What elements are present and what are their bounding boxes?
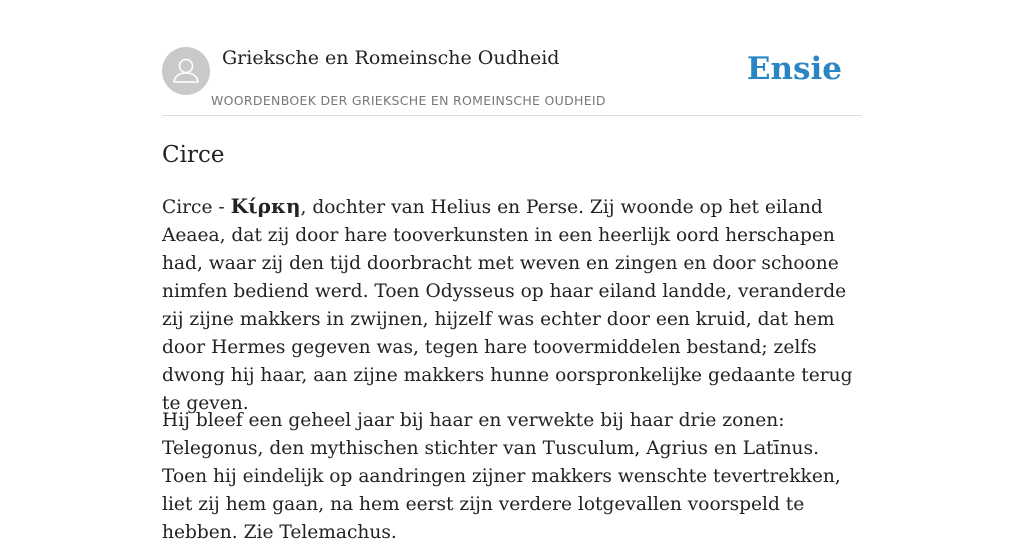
entry-title: Circe <box>162 142 225 168</box>
greek-name: Κίρκη <box>230 194 301 218</box>
dictionary-title[interactable]: Grieksche en Romeinsche Oudheid <box>222 47 560 69</box>
entry-paragraph-1 <box>162 192 862 418</box>
user-icon-graphic <box>162 47 210 95</box>
dictionary-subtitle: WOORDENBOEK DER GRIEKSCHE EN ROMEINSCHE OUDHEID <box>211 93 606 108</box>
entry-paragraph-2: Hij bleef een geheel jaar bij haar en verwekte bij haar drie zonen: Telegonus, den mythischen stichter van Tusculum, Agrius en Latīnus. Toen hij eindelijk op aandringen zijner makkers wenschte tevertrekken, liet zij hem gaan, na hem eerst zijn verdere lotgevallen voorspeld te hebben. Zie Telemachus. <box>162 410 841 543</box>
ensie-logo[interactable]: Ensie <box>746 51 842 87</box>
entry-lead: Circe - <box>162 197 231 218</box>
page-content <box>162 0 862 543</box>
dictionary-header <box>162 0 862 116</box>
entry-paragraph-1-body: , dochter van Helius en Perse. Zij woonde op het eiland Aeaea, dat zij door hare tooverkunsten in een heerlijk oord herschapen had, waar zij den tijd doorbracht met weven en zingen en door schoone nimfen bediend werd. Toen Odysseus op haar eiland landde, veranderde zij zijne makkers in zwijnen, hijzelf was echter door een kruid, dat hem door Hermes gegeven was, tegen hare toovermiddelen bestand; zelfs dwong hij haar, aan zijne makkers hunne oorspronkelijke gedaante terug te geven. <box>162 197 853 414</box>
user-icon[interactable] <box>162 47 210 95</box>
